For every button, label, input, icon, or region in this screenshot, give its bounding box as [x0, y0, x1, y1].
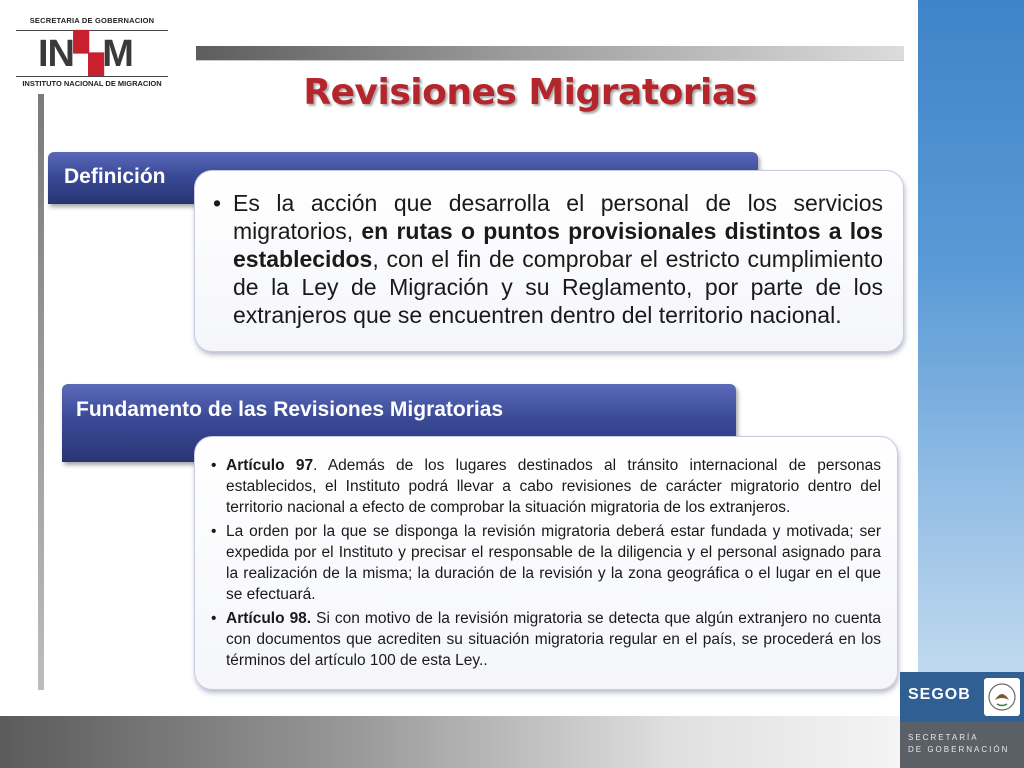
- page-title: Revisiones Migratorias: [303, 72, 757, 113]
- inm-logo: [16, 14, 168, 88]
- logo-top-label: SECRETARIA DE GOBERNACION: [29, 16, 155, 25]
- article-label: Artículo 98.: [226, 610, 312, 627]
- definicion-text-bold: en rutas o puntos provisionales distintos a los establecidos: [233, 218, 883, 272]
- logo-divider: [16, 76, 168, 77]
- header-rule: [196, 46, 904, 61]
- segob-sublabel: SECRETARÍA DE GOBERNACIÓN: [908, 733, 1010, 754]
- segob-label: SEGOB: [908, 686, 971, 703]
- logo-mark-mid: ▚: [74, 33, 103, 75]
- list-item: [211, 521, 881, 605]
- article-text: Si con motivo de la revisión migratoria se detecta que algún extranjero no cuenta con documentos que acrediten su situación migratoria regular en el país, se procederá en los términos del artículo 100 de esta Ley..: [226, 610, 881, 669]
- article-text: La orden por la que se disponga la revisión migratoria deberá estar fundada y motivada; ser expedida por el Instituto y precisar el responsable de la diligencia y el personal asignado para la realización de la misma; la duración de la revisión y la zona geográfica o el lugar en el que se efectuará.: [226, 523, 881, 603]
- fundamento-heading: Fundamento de las Revisiones Migratorias: [76, 398, 504, 421]
- logo-mark-left: IN: [38, 33, 74, 75]
- left-rule: [38, 94, 44, 690]
- definicion-list: [213, 189, 883, 329]
- list-item: [211, 608, 881, 671]
- article-text: . Además de los lugares destinados al tránsito internacional de personas establecidos, el Instituto podrá llevar a cabo revisiones de carácter migratorio dentro del territorio nacional a efecto de comprobar la situación migratoria de los extranjeros.: [226, 457, 881, 516]
- logo-divider: [16, 30, 168, 31]
- definicion-heading: Definición: [64, 165, 166, 188]
- logo-bottom-label: INSTITUTO NACIONAL DE MIGRACION: [22, 79, 162, 88]
- segob-logo: [900, 672, 1024, 768]
- definicion-text: , con el fin de comprobar el estricto cumplimiento de la Ley de Migración y su Reglamento, por parte de los extranjeros que se encuentren dentro del territorio nacional.: [233, 246, 883, 328]
- definicion-text: Es la acción que desarrolla el personal de los servicios migratorios,: [233, 190, 883, 244]
- logo-mark: [38, 34, 148, 74]
- eagle-emblem-icon: [984, 678, 1020, 716]
- bottom-decorative-bar: [0, 716, 900, 768]
- list-item: [213, 189, 883, 329]
- definicion-panel: [194, 170, 904, 352]
- article-label: Artículo 97: [226, 457, 314, 474]
- fundamento-panel: [194, 436, 898, 690]
- fundamento-list: [211, 455, 881, 674]
- logo-mark-right: M: [102, 33, 133, 75]
- right-decorative-strip: [918, 0, 1024, 768]
- list-item: [211, 455, 881, 518]
